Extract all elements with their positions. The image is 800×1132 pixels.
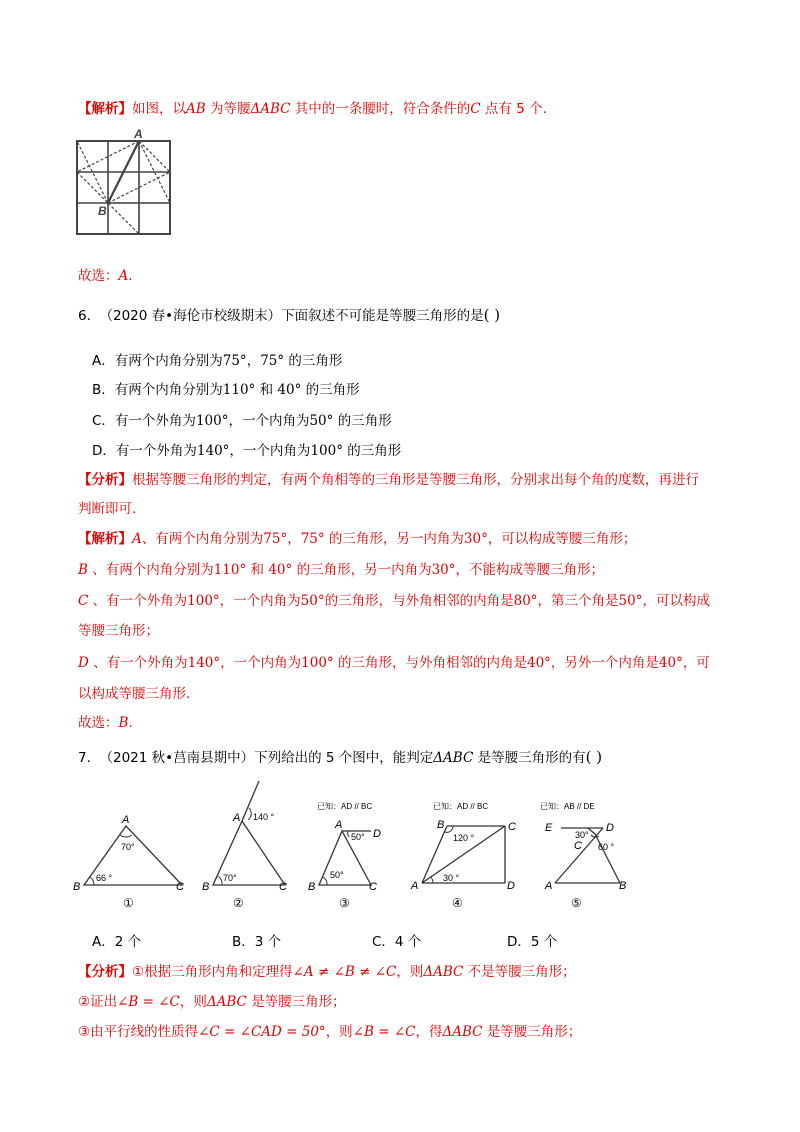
jiexi-text: 的三角形，与外角相邻的内角是 xyxy=(337,655,527,671)
question-stem: 下列给出的 5 个图中，能判定 xyxy=(254,750,434,766)
angle-a: 70° xyxy=(121,842,135,852)
math-triangle: ΔABC xyxy=(206,994,247,1010)
option-text: ，一个内角为 xyxy=(229,443,311,459)
q6-jiexi-c xyxy=(78,589,710,609)
angle-b: 70° xyxy=(223,873,237,883)
jiexi-text: ，第三个角是 xyxy=(537,593,619,609)
q6-fenxi-cont xyxy=(78,497,136,517)
q6-option-b xyxy=(92,378,360,398)
figure-number: ① xyxy=(123,896,134,910)
exterior-angle: 140 ° xyxy=(253,812,275,822)
q7-choice-c: C．4 个 xyxy=(372,934,422,950)
fenxi-text: 是等腰三角形； xyxy=(251,994,346,1010)
math-letter: D xyxy=(78,655,89,671)
option-text: 的三角形 xyxy=(347,443,402,459)
option-text: 和 xyxy=(255,382,278,398)
math-triangle: ΔABC xyxy=(250,101,291,117)
math-letter: A xyxy=(132,531,142,547)
degree-value: 80° xyxy=(513,593,538,609)
jiexi-text: ，一个内角为 xyxy=(220,655,302,671)
jiexi-text: ，另外一个内角是 xyxy=(550,655,659,671)
fenxi-text: 判断即可. xyxy=(78,501,137,517)
question-source: （2021 秋•莒南县期中） xyxy=(99,750,255,766)
jiexi-text: 以构成等腰三角形. xyxy=(78,686,191,702)
label-a: A xyxy=(122,814,130,826)
option-value: 75° xyxy=(222,353,247,369)
q7-figure-4 xyxy=(405,797,525,910)
q7-choice-a: A．2 个 xyxy=(92,934,142,950)
question-stem: 是等腰三角形的有 xyxy=(477,750,586,766)
q6-jiexi-d-cont xyxy=(78,682,190,702)
label-b: B xyxy=(308,881,316,893)
degree-value: 75° xyxy=(263,531,288,547)
degree-value: 75° xyxy=(300,531,325,547)
given-condition: 已知：AD // BC xyxy=(317,802,373,811)
option-value: 110° xyxy=(222,382,256,398)
math-expression: ∠B = ∠C xyxy=(117,994,180,1010)
label-a: A xyxy=(545,880,553,892)
option-letter: D． xyxy=(92,443,116,459)
given-condition: 已知：AD // BC xyxy=(433,802,489,811)
jiexi-text: 、有两个内角分别为 xyxy=(141,531,264,547)
option-text: 的三角形 xyxy=(337,413,392,429)
label-b: B xyxy=(619,880,627,892)
jiexi-text: 的三角形，另一内角为 xyxy=(296,562,432,578)
jiexi-text: ，一个内角为 xyxy=(219,593,301,609)
degree-value: 50° xyxy=(618,593,643,609)
math-triangle: ΔABC xyxy=(433,750,474,766)
q7-fenxi-2 xyxy=(78,990,346,1010)
option-text: 有一个外角为 xyxy=(115,443,197,459)
analysis-text: 点有 5 个. xyxy=(484,101,547,117)
degree-value: 40° xyxy=(526,655,551,671)
degree-value: 40° xyxy=(658,655,683,671)
angle-cad: 30 ° xyxy=(443,873,460,883)
q6-option-c xyxy=(92,409,392,429)
label-a: A xyxy=(233,812,241,824)
degree-value: 30° xyxy=(431,562,456,578)
label-c: C xyxy=(574,840,582,852)
q6-stem xyxy=(78,304,500,324)
label-b: B xyxy=(437,819,445,831)
q7-stem xyxy=(78,746,602,766)
question-number: 6. xyxy=(78,308,91,324)
q6-jiexi-b xyxy=(78,558,604,578)
analysis-text: 为等腰 xyxy=(209,101,251,117)
math-triangle: ΔABC xyxy=(423,964,464,980)
math-ab: AB xyxy=(186,101,206,117)
angle-30: 30° xyxy=(575,830,589,840)
option-letter: C． xyxy=(92,413,115,429)
jiexi-text: ， xyxy=(287,531,301,547)
q6-option-a xyxy=(92,349,342,369)
fenxi-text: ③由平行线的性质得 xyxy=(78,1024,199,1040)
q7-fenxi-3 xyxy=(78,1020,581,1040)
q7-figure-1 xyxy=(70,810,195,910)
degree-value: 50° xyxy=(300,593,325,609)
answer-paren: ( ) xyxy=(483,306,501,324)
degree-value: 100° xyxy=(301,655,334,671)
question-number: 7. xyxy=(78,750,91,766)
answer-letter: A xyxy=(118,268,129,284)
option-letter: B． xyxy=(92,382,115,398)
fenxi-text: 根据等腰三角形的判定，有两个角相等的三角形是等腰三角形，分别求出每个角的度数，再进行 xyxy=(132,472,699,488)
analysis-text: 如图，以 xyxy=(132,101,186,117)
jiexi-text: 、有一个外角为 xyxy=(93,655,188,671)
label-d: D xyxy=(373,828,381,840)
figure-number: ④ xyxy=(452,896,463,910)
q7-fenxi-1 xyxy=(78,960,576,980)
jiexi-text: ，不能构成等腰三角形； xyxy=(455,562,605,578)
jiexi-text: ，可以构成等腰三角形； xyxy=(487,531,637,547)
angle-b: 120 ° xyxy=(453,833,475,843)
fenxi-text: ，得 xyxy=(415,1024,443,1040)
label-c: C xyxy=(369,881,377,893)
q6-jiexi-d xyxy=(78,651,710,671)
option-text: 的三角形 xyxy=(305,382,360,398)
q5-grid-figure xyxy=(76,127,174,239)
label-e: E xyxy=(545,822,553,834)
option-text: 的三角形 xyxy=(288,353,343,369)
q6-jiexi-c-cont xyxy=(78,619,159,639)
q7-choice-d: D．5 个 xyxy=(507,934,558,950)
fenxi-text: ②证出 xyxy=(78,994,118,1010)
option-letter: A． xyxy=(92,353,115,369)
label-d: D xyxy=(606,822,614,834)
q7-choice-b: B．3 个 xyxy=(232,934,282,950)
option-text: 有两个内角分别为 xyxy=(114,353,223,369)
answer-prefix: 故选： xyxy=(78,715,119,731)
fenxi-text: 是等腰三角形； xyxy=(486,1024,582,1040)
q7-figure-3 xyxy=(305,797,405,910)
label-c: C xyxy=(508,821,516,833)
fenxi-text: ，则 xyxy=(179,994,207,1010)
fenxi-text: ，则 xyxy=(325,1024,353,1040)
math-expression: ∠B = ∠C xyxy=(352,1024,416,1040)
grid-label-a: A xyxy=(134,127,143,141)
label-a: A xyxy=(411,880,419,892)
label-c: C xyxy=(176,881,184,893)
jiexi-text: 等腰三角形； xyxy=(78,623,159,639)
option-value: 75° xyxy=(260,353,285,369)
q5-analysis-line xyxy=(78,97,547,117)
option-text: 有两个内角分别为 xyxy=(114,382,223,398)
q6-option-d xyxy=(92,439,401,459)
answer-suffix: . xyxy=(128,268,133,284)
jiexi-tag: 【解析】 xyxy=(78,531,132,547)
angle-b: 66 ° xyxy=(96,873,113,883)
figure-number: ③ xyxy=(339,896,350,910)
q6-fenxi xyxy=(78,468,699,488)
label-b: B xyxy=(73,881,81,893)
option-value: 40° xyxy=(277,382,302,398)
label-c: C xyxy=(279,881,287,893)
q5-answer xyxy=(78,264,133,284)
jiexi-text: 和 xyxy=(246,562,269,578)
option-value: 50° xyxy=(309,413,334,429)
option-text: 有一个外角为 xyxy=(114,413,196,429)
fenxi-tag: 【分析】 xyxy=(78,964,132,980)
analysis-tag: 【解析】 xyxy=(78,101,132,117)
math-triangle: ΔABC xyxy=(442,1024,483,1040)
fenxi-text: ，则 xyxy=(396,964,424,980)
label-d: D xyxy=(507,880,515,892)
given-condition: 已知：AB // DE xyxy=(540,802,595,811)
option-value: 100° xyxy=(195,413,229,429)
answer-suffix: . xyxy=(128,715,133,731)
option-text: ， xyxy=(246,353,261,369)
math-expression: ∠A ≠ ∠B ≠ ∠C xyxy=(292,964,397,980)
fenxi-text: ①根据三角形内角和定理得 xyxy=(132,964,293,980)
analysis-text: 其中的一条腰时，符合条件的 xyxy=(294,101,471,117)
q7-figure-2 xyxy=(195,775,305,910)
option-text: ，一个内角为 xyxy=(228,413,310,429)
q6-jiexi-a xyxy=(78,527,636,547)
question-stem: 下面叙述不可能是等腰三角形的是 xyxy=(281,308,484,324)
jiexi-text: 的三角形，另一内角为 xyxy=(328,531,464,547)
degree-value: 140° xyxy=(187,655,221,671)
answer-paren: ( ) xyxy=(585,748,603,766)
grid-label-b: B xyxy=(98,204,107,218)
option-value: 140° xyxy=(196,443,230,459)
jiexi-text: 的三角形，与外角相邻的内角是 xyxy=(324,593,514,609)
answer-prefix: 故选： xyxy=(78,268,119,284)
math-expression: ∠C = ∠CAD = 50° xyxy=(198,1024,326,1040)
degree-value: 40° xyxy=(268,562,293,578)
jiexi-text: ，可以构成 xyxy=(642,593,710,609)
degree-value: 30° xyxy=(463,531,488,547)
degree-value: 100° xyxy=(187,593,220,609)
angle-cad: 50° xyxy=(351,832,365,842)
fenxi-tag: 【分析】 xyxy=(78,472,132,488)
label-a: A xyxy=(335,819,343,831)
option-value: 100° xyxy=(310,443,343,459)
question-source: （2020 春•海伦市校级期末） xyxy=(99,308,282,324)
figure-number: ② xyxy=(233,896,244,910)
angle-60: 60 ° xyxy=(598,842,615,852)
q7-figure-5 xyxy=(535,797,635,910)
q6-answer xyxy=(78,711,133,731)
label-b: B xyxy=(202,881,210,893)
math-letter: C xyxy=(78,593,89,609)
figure-number: ⑤ xyxy=(571,896,582,910)
fenxi-text: 不是等腰三角形； xyxy=(467,964,576,980)
math-letter: B xyxy=(78,562,88,578)
jiexi-text: ，可 xyxy=(682,655,710,671)
math-c: C xyxy=(470,101,481,117)
jiexi-text: 、有两个内角分别为 xyxy=(92,562,214,578)
jiexi-text: 、有一个外角为 xyxy=(92,593,188,609)
degree-value: 110° xyxy=(213,562,247,578)
angle-b: 50° xyxy=(330,870,344,880)
answer-letter: B xyxy=(118,715,129,731)
